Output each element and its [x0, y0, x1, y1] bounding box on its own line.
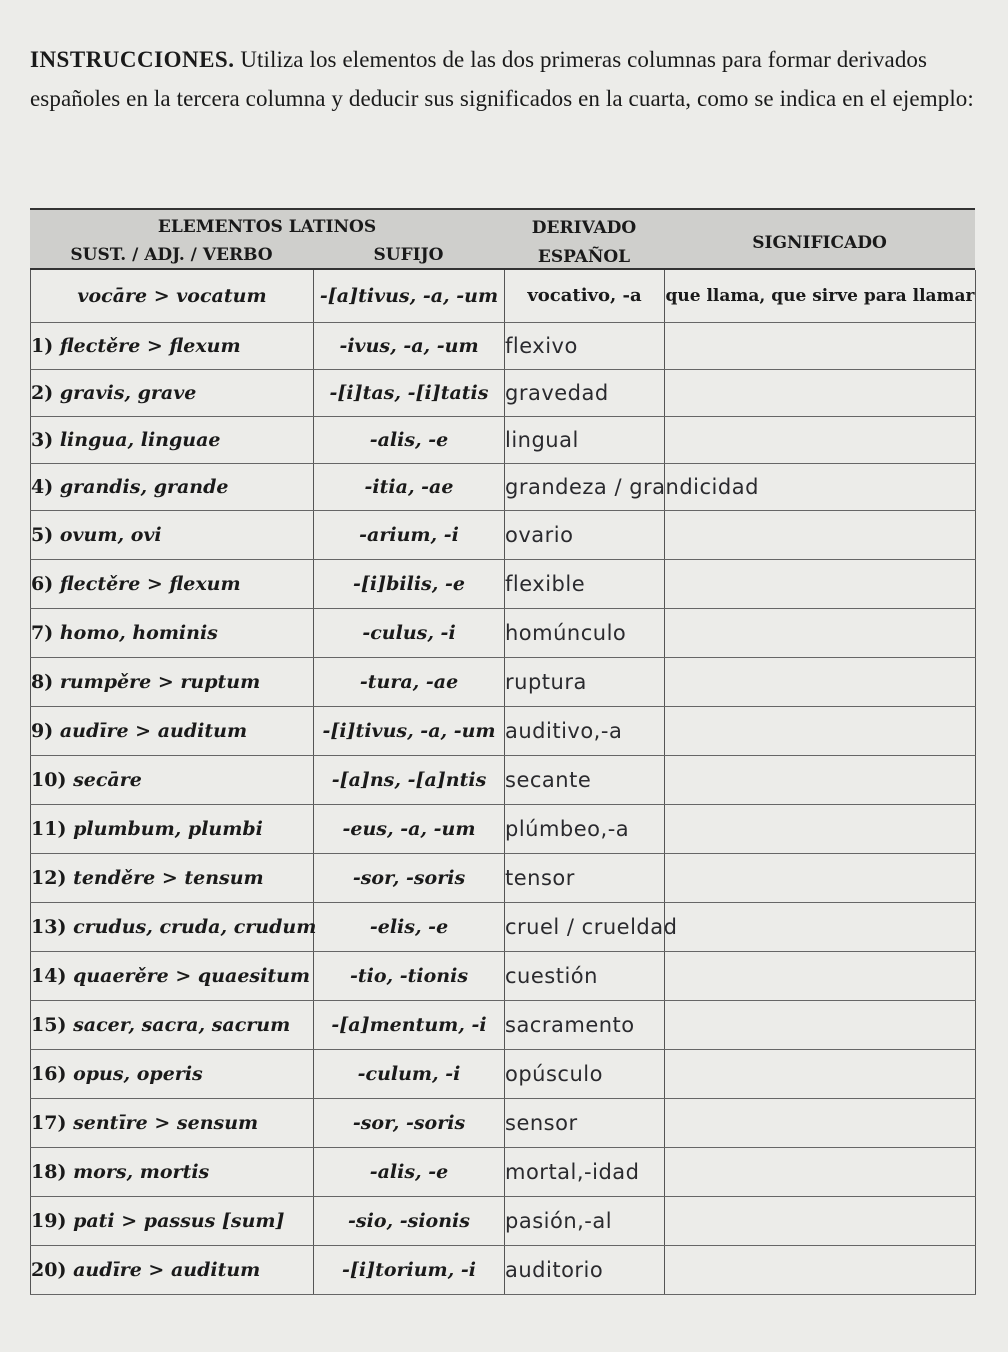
latin-element [31, 369, 314, 416]
row-number: 19) [31, 1209, 67, 1232]
meaning-field[interactable] [665, 1147, 976, 1196]
meaning-field[interactable] [665, 853, 976, 902]
header-sufijo: SUFIJO [373, 245, 444, 265]
latin-word: crudus, cruda, crudum [73, 915, 317, 938]
latin-element [31, 951, 314, 1000]
derived-answer-field[interactable]: homúnculo [505, 608, 665, 657]
derived-answer-field[interactable]: tensor [505, 853, 665, 902]
derived-answer-field[interactable]: opúsculo [505, 1049, 665, 1098]
suffix: -sor, -soris [314, 1098, 505, 1147]
row-number: 18) [31, 1160, 67, 1183]
latin-element [31, 755, 314, 804]
suffix: -[a]ns, -[a]ntis [314, 755, 505, 804]
table-row [31, 853, 976, 902]
row-number: 2) [31, 381, 54, 404]
table-row [31, 951, 976, 1000]
table-row [31, 902, 976, 951]
derived-answer-field[interactable]: flexible [505, 559, 665, 608]
latin-word: audīre > auditum [59, 719, 248, 742]
suffix: -sor, -soris [314, 853, 505, 902]
table-row [31, 559, 976, 608]
suffix: -[i]torium, -i [314, 1245, 505, 1294]
latin-word: opus, operis [73, 1062, 203, 1085]
row-number: 8) [31, 670, 54, 693]
meaning-field[interactable] [665, 1245, 976, 1294]
latin-element [31, 463, 314, 510]
derived-answer-field[interactable]: cuestión [505, 951, 665, 1000]
latin-word: grandis, grande [59, 475, 229, 498]
derived-answer-field[interactable]: mortal,-idad [505, 1147, 665, 1196]
rows-table [30, 270, 976, 1295]
derived-answer-field[interactable]: grandeza / grandicidad [505, 463, 665, 510]
row-number: 20) [31, 1258, 67, 1281]
row-number: 12) [31, 866, 67, 889]
row-number: 17) [31, 1111, 67, 1134]
suffix: -sio, -sionis [314, 1196, 505, 1245]
latin-element [31, 608, 314, 657]
meaning-field[interactable] [665, 755, 976, 804]
table-row [31, 706, 976, 755]
row-number: 16) [31, 1062, 67, 1085]
table-row [31, 369, 976, 416]
meaning-field[interactable] [665, 608, 976, 657]
meaning-field[interactable] [665, 1049, 976, 1098]
latin-element [31, 559, 314, 608]
meaning-field[interactable] [665, 559, 976, 608]
latin-word: sentīre > sensum [73, 1111, 259, 1134]
table-row [31, 463, 976, 510]
derived-answer-field[interactable]: auditivo,-a [505, 706, 665, 755]
derived-answer-field[interactable]: gravedad [505, 369, 665, 416]
table-row [31, 1196, 976, 1245]
row-number: 15) [31, 1013, 67, 1036]
table-row [31, 510, 976, 559]
latin-element [31, 1196, 314, 1245]
suffix: -arium, -i [314, 510, 505, 559]
latin-word: rumpěre > ruptum [59, 670, 261, 693]
latin-element [31, 1098, 314, 1147]
latin-word: ovum, ovi [59, 523, 162, 546]
latin-word: sacer, sacra, sacrum [73, 1013, 291, 1036]
latin-word: plumbum, plumbi [73, 817, 263, 840]
row-number: 9) [31, 719, 54, 742]
derived-answer-field[interactable]: plúmbeo,-a [505, 804, 665, 853]
row-number: 13) [31, 915, 67, 938]
latin-word: mors, mortis [73, 1160, 210, 1183]
derived-answer-field[interactable]: pasión,-al [505, 1196, 665, 1245]
derived-answer-field[interactable]: cruel / crueldad [505, 902, 665, 951]
row-number: 5) [31, 523, 54, 546]
latin-word: homo, hominis [59, 621, 218, 644]
table-row [31, 322, 976, 369]
row-number: 11) [31, 817, 67, 840]
latin-word: gravis, grave [59, 381, 197, 404]
derived-answer-field[interactable]: auditorio [505, 1245, 665, 1294]
meaning-field[interactable] [665, 416, 976, 463]
suffix: -[i]tivus, -a, -um [314, 706, 505, 755]
latin-element [31, 1245, 314, 1294]
suffix: -tura, -ae [314, 657, 505, 706]
latin-element [31, 1000, 314, 1049]
derived-answer-field[interactable]: flexivo [505, 322, 665, 369]
suffix: -culum, -i [314, 1049, 505, 1098]
latin-word: audīre > auditum [73, 1258, 261, 1281]
latin-element [31, 1147, 314, 1196]
meaning-field[interactable] [665, 951, 976, 1000]
meaning-field[interactable] [665, 902, 976, 951]
example-latin: vocāre > vocatum [31, 270, 314, 322]
derived-answer-field[interactable]: ovario [505, 510, 665, 559]
latin-word: flectěre > flexum [59, 334, 241, 357]
latin-word: pati > passus [sum] [73, 1209, 285, 1232]
latin-element [31, 322, 314, 369]
latin-element [31, 657, 314, 706]
example-meaning: que llama, que sirve para llamar [665, 270, 976, 322]
derived-answer-field[interactable]: sacramento [505, 1000, 665, 1049]
suffix: -[i]tas, -[i]tatis [314, 369, 505, 416]
latin-element [31, 510, 314, 559]
table-row [31, 1049, 976, 1098]
table-row [31, 1147, 976, 1196]
row-number: 1) [31, 334, 54, 357]
table-row [31, 416, 976, 463]
table-row [31, 755, 976, 804]
latin-word: flectěre > flexum [59, 572, 241, 595]
suffix: -tio, -tionis [314, 951, 505, 1000]
suffix: -eus, -a, -um [314, 804, 505, 853]
table-row [31, 657, 976, 706]
suffix: -alis, -e [314, 1147, 505, 1196]
row-number: 6) [31, 572, 54, 595]
example-row [31, 270, 976, 322]
derived-answer-field[interactable]: sensor [505, 1098, 665, 1147]
header-sust-adj-verbo: SUST. / ADJ. / VERBO [70, 245, 273, 265]
header-espanol: ESPAÑOL [537, 247, 631, 267]
latin-word: lingua, linguae [59, 428, 221, 451]
row-number: 10) [31, 768, 67, 791]
suffix: -ivus, -a, -um [314, 322, 505, 369]
derivation-worksheet-table [30, 208, 975, 1295]
meaning-field[interactable] [665, 1098, 976, 1147]
latin-element [31, 804, 314, 853]
meaning-field[interactable] [665, 510, 976, 559]
table-row [31, 608, 976, 657]
latin-element [31, 1049, 314, 1098]
row-number: 14) [31, 964, 67, 987]
suffix: -[a]mentum, -i [314, 1000, 505, 1049]
latin-word: secāre [73, 768, 142, 791]
table-row [31, 804, 976, 853]
latin-word: tenděre > tensum [73, 866, 264, 889]
table-header [30, 210, 975, 270]
latin-element [31, 853, 314, 902]
derived-answer-field[interactable]: secante [505, 755, 665, 804]
table-row [31, 1245, 976, 1294]
example-suffix: -[a]tivus, -a, -um [314, 270, 505, 322]
meaning-field[interactable] [665, 706, 976, 755]
meaning-field[interactable] [665, 804, 976, 853]
suffix: -[i]bilis, -e [314, 559, 505, 608]
row-number: 3) [31, 428, 54, 451]
meaning-field[interactable] [665, 369, 976, 416]
meaning-field[interactable] [665, 322, 976, 369]
meaning-field[interactable] [665, 657, 976, 706]
suffix: -elis, -e [314, 902, 505, 951]
latin-word: quaerěre > quaesitum [73, 964, 311, 987]
suffix: -itia, -ae [314, 463, 505, 510]
instructions [30, 40, 980, 118]
suffix: -culus, -i [314, 608, 505, 657]
derived-answer-field[interactable]: ruptura [505, 657, 665, 706]
instructions-text: Utiliza los elementos de las dos primeras columnas para formar derivados españoles en la tercera columna y deducir sus significados en la cuarta, como se indica en el ejemplo: [30, 47, 974, 111]
latin-element [31, 902, 317, 951]
row-number: 7) [31, 621, 54, 644]
meaning-field[interactable] [665, 1196, 976, 1245]
header-derivado: DERIVADO [531, 218, 637, 238]
latin-element [31, 416, 314, 463]
header-elementos-latinos: ELEMENTOS LATINOS [157, 217, 377, 237]
derived-answer-field[interactable]: lingual [505, 416, 665, 463]
table-row [31, 1098, 976, 1147]
header-significado: SIGNIFICADO [752, 233, 887, 253]
latin-element [31, 706, 314, 755]
suffix: -alis, -e [314, 416, 505, 463]
example-derived: vocativo, -a [505, 270, 665, 322]
instructions-lead: INSTRUCCIONES. [30, 47, 235, 72]
row-number: 4) [31, 475, 54, 498]
table-row [31, 1000, 976, 1049]
meaning-field[interactable] [665, 1000, 976, 1049]
